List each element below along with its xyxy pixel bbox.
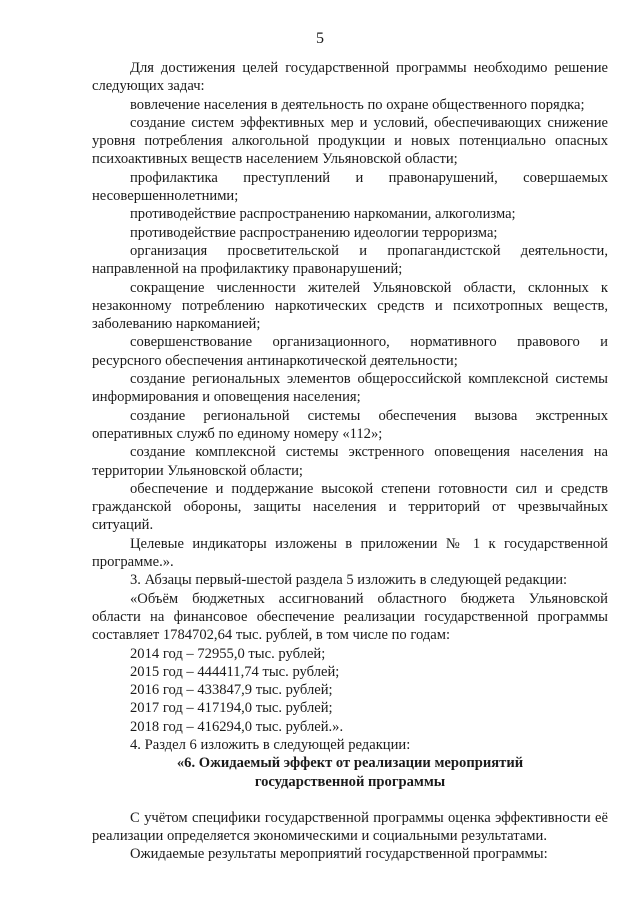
- paragraph: организация просветительской и пропагандистской деятельности, направленной на профилактику правонарушений;: [92, 242, 608, 278]
- document-body: [92, 59, 608, 864]
- paragraph: «Объём бюджетных ассигнований областного бюджета Ульяновской области на финансовое обеспечение реализации государственной программы составляет 1784702,64 тыс. рублей, в том числе по годам:: [92, 590, 608, 644]
- budget-year-line: 2015 год – 444411,74 тыс. рублей;: [130, 663, 340, 680]
- paragraph: профилактика преступлений и правонарушений, совершаемых несовершеннолетними;: [92, 169, 608, 205]
- paragraph: 3. Абзацы первый-шестой раздела 5 изложить в следующей редакции:: [130, 572, 568, 589]
- paragraph: противодействие распространению наркомании, алкоголизма;: [130, 206, 516, 223]
- paragraph: создание систем эффективных мер и условий, обеспечивающих снижение уровня потребления алкогольной продукции и новых потенциально опасных психоактивных веществ населением Ульяновской области;: [92, 114, 608, 168]
- paragraph: сокращение численности жителей Ульяновской области, склонных к незаконному потреблению наркотических средств и психотропных веществ, заболеванию наркоманией;: [92, 279, 608, 333]
- budget-year-line: 2017 год – 417194,0 тыс. рублей;: [130, 700, 333, 717]
- section-heading-line: государственной программы: [254, 773, 446, 790]
- paragraph: Целевые индикаторы изложены в приложении № 1 к государственной программе.».: [92, 535, 608, 571]
- paragraph: вовлечение населения в деятельность по охране общественного порядка;: [130, 96, 585, 113]
- budget-year-line: 2014 год – 72955,0 тыс. рублей;: [130, 645, 326, 662]
- paragraph: создание комплексной системы экстренного оповещения населения на территории Ульяновской области;: [92, 444, 608, 479]
- paragraph: противодействие распространению идеологии терроризма;: [130, 224, 498, 241]
- budget-year-line: 2018 год – 416294,0 тыс. рублей.».: [130, 718, 344, 735]
- paragraph: создание региональных элементов общероссийской комплексной системы информирования и оповещения населения;: [92, 371, 608, 406]
- paragraph: Для достижения целей государственной программы необходимо решение следующих задач:: [92, 60, 608, 95]
- page-number: 5: [316, 30, 324, 47]
- paragraph: создание региональной системы обеспечения вызова экстренных оперативных служб по единому номеру «112»;: [92, 407, 608, 442]
- spacer: [92, 791, 608, 809]
- budget-year-line: 2016 год – 433847,9 тыс. рублей;: [130, 682, 333, 699]
- paragraph: совершенствование организационного, нормативного правового и ресурсного обеспечения антинаркотической деятельности;: [92, 334, 608, 369]
- paragraph: обеспечение и поддержание высокой степени готовности сил и средств гражданской обороны, защиты населения и территорий от чрезвычайных ситуаций.: [92, 480, 608, 534]
- paragraph: Ожидаемые результаты мероприятий государственной программы:: [130, 846, 548, 863]
- section-heading: [92, 754, 608, 791]
- section-heading-line: «6. Ожидаемый эффект от реализации мероприятий: [176, 755, 524, 772]
- paragraph: 4. Раздел 6 изложить в следующей редакции:: [130, 736, 411, 753]
- paragraph: С учётом специфики государственной программы оценка эффективности её реализации определяется экономическими и социальными результатами.: [92, 809, 608, 845]
